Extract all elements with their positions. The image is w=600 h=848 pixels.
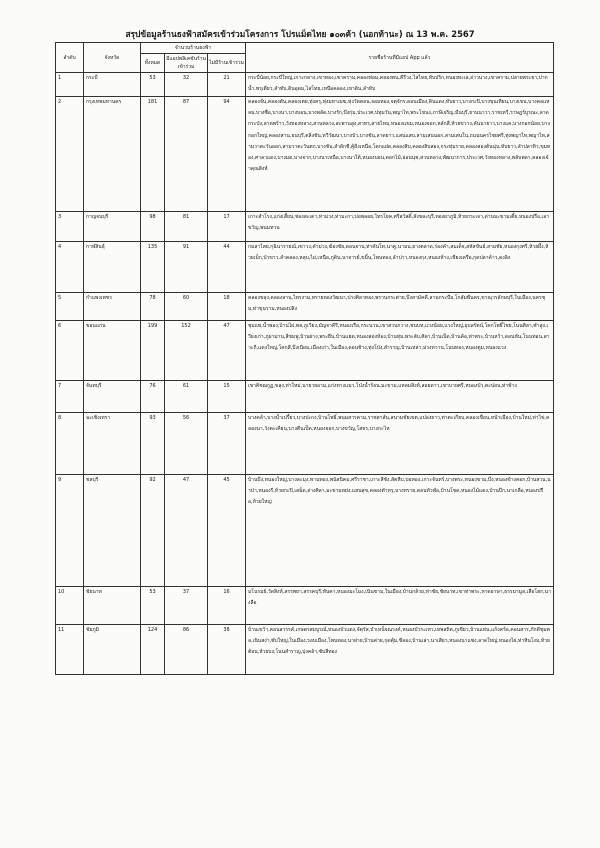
- header-row-1: [56, 43, 554, 54]
- row-province: ชัยนาท: [84, 587, 141, 625]
- store-summary-table: [55, 42, 554, 675]
- header-total: ทั้งหมด: [141, 54, 165, 73]
- table-row: [56, 475, 554, 587]
- header-province: จังหวัด: [84, 43, 141, 73]
- row-no: 9: [56, 475, 84, 587]
- row-province: กระบี่: [84, 73, 141, 97]
- row-with-app: 81: [165, 212, 208, 242]
- row-store-list: คลองขลุง,คลองลาน,ไทรงาม,ทรายทองวัฒนา,ปางศิลาทอง,พรานกระต่าย,บึงสามัคคี,ลานกระบือ,โกสัมพีนคร,ขาณุวรลักษบุรี,ในเมือง,นครชุม,ท่าขุนราม,หนองปลิง: [248, 295, 546, 313]
- row-store-list: บ้านเขว้า,คอนสวรรค์,เกษตรสมบูรณ์,หนองบัวแดง,จัตุรัส,บำเหน็จณรงค์,หนองบัวระเหว,เทพสถิต,ภูเขียว,บ้านแท่น,แก้งคร้อ,คอนสาร,ภักดีชุมพล,เนินสง่า,ซับใหญ่,ในเมือง,รอบเมือง,โพนทอง,นาฝาย,บ้านค่าย,กุดตุ้ม,ชีลอง,บ้านเล่า,นาเสียว,หนองนาแซง,ลาดใหญ่,หนองไผ่,ท่าหินโงม,ห้วยต้อน,ห้วยบง,โนนสำราญ,บุ่งคล้า,ซับสีทอง: [248, 627, 550, 656]
- row-without-app: 18: [208, 293, 246, 321]
- row-with-app: 91: [165, 242, 208, 293]
- row-with-app: 61: [165, 381, 208, 413]
- row-total: 124: [141, 625, 165, 675]
- row-no: 2: [56, 97, 84, 212]
- row-province: ขอนแก่น: [84, 321, 141, 381]
- row-store-list: เกาะสำโรง,แก่งเสี้ยน,ช่องสะเดา,ท่าม่วง,ท่ามะกา,บ่อพลอย,ไทรโยค,ศรีสวัสดิ์,สังขละบุรี,ทองผาภูมิ,ห้วยกระเจา,ด่านมะขามเตี้ย,หนองปรือ,เลาขวัญ,พนมทวน: [248, 214, 550, 232]
- row-province: ชัยภูมิ: [84, 625, 141, 675]
- row-province: จันทบุรี: [84, 381, 141, 413]
- row-no: 1: [56, 73, 84, 97]
- row-store-list: บ้านบึง,หนองใหญ่,บางละมุง,พานทอง,พนัสนิคม,ศรีราชา,เกาะสีชัง,สัตหีบ,บ่อทอง,เกาะจันทร์,บางพระ,หนองขาม,บึง,หนองข้างคอก,บ้านสวน,นาป่า,หนองรี,ห้วยกะปิ,เสม็ด,อ่างศิลา,มะขามหย่ง,แสนสุข,คลองตำหรุ,บางทราย,ดอนหัวฬ่อ,บ้านโขด,หนองไม้แดง,บ้านปึก,นาเกลือ,หนองปรือ,ห้วยใหญ่: [248, 477, 551, 506]
- row-province: ชลบุรี: [84, 475, 141, 587]
- row-without-app: 16: [208, 587, 246, 625]
- row-with-app: 47: [165, 475, 208, 587]
- row-without-app: 94: [208, 97, 246, 212]
- row-no: 7: [56, 381, 84, 413]
- row-no: 3: [56, 212, 84, 242]
- row-with-app: 87: [165, 97, 208, 212]
- row-store-list: บางคล้า,บางน้ำเปรี้ยว,บางปะกง,บ้านโพธิ์,พนมสารคาม,ราชสาส์น,สนามชัยเขต,แปลงยาว,ท่าตะเกียบ,คลองเขื่อน,หน้าเมือง,บ้านใหม่,ท่าไข่,คลองนา,วังตะเคียน,บางตีนเป็ด,หนองจอก,บางขวัญ,โสธร,บางกะไห: [248, 415, 550, 433]
- row-store-list: มโนรมย์,วัดสิงห์,สรรพยา,สรรคบุรี,หันคา,หนองมะโมง,เนินขาม,ในเมือง,บ้านกล้วย,ท่าชัย,ชัยนาท,เขาท่าพระ,หาดอาษา,ธรรมามูล,เสือโฮก,นางลือ: [248, 589, 551, 607]
- header-without-app: ไม่มีร้านเข้าร่วม: [208, 54, 246, 73]
- row-province: กรุงเทพมหานคร: [84, 97, 141, 212]
- table-row: [56, 73, 554, 97]
- row-total: 98: [141, 212, 165, 242]
- row-without-app: 44: [208, 242, 246, 293]
- row-province: ฉะเชิงเทรา: [84, 413, 141, 475]
- table-row: [56, 212, 554, 242]
- table-row: [56, 321, 554, 381]
- row-with-app: 37: [165, 587, 208, 625]
- table-row: [56, 587, 554, 625]
- row-total: 78: [141, 293, 165, 321]
- row-store-list: คลองจั่น,คลองตัน,คลองเตย,ทุ่งครุ,ทุ่งมหาเมฆ,ทุ่งวัดดอน,จอมทอง,จตุจักร,ดอนเมือง,ดินแดง,ทับยาว,บางกะปิ,บางขุนเทียน,บางเขน,บางคอแหลม,บางซื่อ,บางนา,บางบอน,บางพลัด,บางรัก,บึงกุ่ม,ประเวศ,ปทุมวัน,พญาไท,พระโขนง,ภาษีเจริญ,มีนบุรี,ยานนาวา,ราชเทวี,ราษฎร์บูรณะ,ลาดกระบัง,ลาดพร้าว,วังทองหลาง,สวนหลวง,สะพานสูง,สาทร,สายไหม,หนองแขม,หนองจอก,หลักสี่,ห้วยขวาง,คันนายาว,บางแค,บางกอกน้อย,บางกอกใหญ่,คลองสาน,ธนบุรี,ตลิ่งชัน,ทวีวัฒนา,บางบัว,บางชัน,ลาดยาว,แสนแสบ,สามเสนนอก,สามเสนใน,ถนนนครไชยศรี,ทุ่งพญาไท,พญาไท,สามวาตะวันออก,สามวาตะวันตก,บางชัน,ลำผักชี,คู้ฝั่งเหนือ,โคกแฝด,คลองสิบ,คลองสิบสอง,กระทุ่มราย,คลองสองต้นนุ่น,ทับยาว,ลำปลาทิว,ขุมทอง,ศาลาแดง,บางมด,บางจาก,บางนาเหนือ,บางนาใต้,หนองบอน,ดอกไม้,อ่อนนุช,สวนหลวง,พัฒนาการ,ประเวศ,วังทองหลาง,พลับพลา,คลองเจ้าคุณสิงห์: [248, 99, 551, 173]
- header-count-group: จำนวนร้านธงฟ้า: [141, 43, 246, 54]
- row-total: 92: [141, 475, 165, 587]
- table-row: [56, 97, 554, 212]
- row-total: 135: [141, 242, 165, 293]
- row-store-list: กมลาไสย,กุฉินารายณ์,เขาวง,คำม่วง,ฆ้องชัย,ดอนจาน,ท่าคันโท,นาคู,นามน,ยางตลาด,ร่องคำ,สมเด็จ,สหัสขันธ์,สามชัย,หนองกุงศรี,ห้วยผึ้ง,ห้วยเม็ก,บัวขาว,ลำคลอง,หลุบ,ไผ่,เหนือ,ภูดิน,นาจารย์,ขมิ้น,โพนทอง,ลำปาว,หนองกุง,หนองห้าง,เชียงเครือ,กุดปลาค้าว,ดงลิง: [248, 244, 549, 262]
- row-without-app: 45: [208, 475, 246, 587]
- row-total: 53: [141, 587, 165, 625]
- document-title: สรุปข้อมูลร้านธงฟ้าสมัครเข้าร่วมโครงการ โปรแม็ดไทย ๑๐๓ค้า (นอกท้านะ) ณ 13 พ.ค. 2567: [125, 29, 475, 39]
- row-store-list: กระบี่น้อย,กระบี่ใหญ่,เกาะกลาง,เขาทอง,เขาคราม,คลองท่อม,คลองพน,คีรีวง,ไสไทย,ทับปริก,หนองทะเล,อ่าวนาง,เขาคราม,ปลายพระยา,ปากน้ำ,พรุเตียว,ลำทับ,ดินอุดม,ไสโทย,เหนือคลอง,เขาดิน,ลำทับ: [248, 75, 548, 93]
- row-no: 5: [56, 293, 84, 321]
- row-with-app: 56: [165, 413, 208, 475]
- header-with-app: มีแอปพลิเคชันร้านเข้าร่วม: [165, 54, 208, 73]
- row-with-app: 152: [165, 321, 208, 381]
- table-row: [56, 381, 554, 413]
- row-no: 10: [56, 587, 84, 625]
- table-row: [56, 293, 554, 321]
- row-with-app: 60: [165, 293, 208, 321]
- row-total: 199: [141, 321, 165, 381]
- row-no: 11: [56, 625, 84, 675]
- row-total: 93: [141, 413, 165, 475]
- header-no: ลำดับ: [56, 43, 84, 73]
- row-total: 53: [141, 73, 165, 97]
- row-with-app: 86: [165, 625, 208, 675]
- row-without-app: 47: [208, 321, 246, 381]
- row-province: กำแพงเพชร: [84, 293, 141, 321]
- row-without-app: 37: [208, 413, 246, 475]
- row-with-app: 32: [165, 73, 208, 97]
- row-total: 181: [141, 97, 165, 212]
- table-row: [56, 625, 554, 675]
- row-no: 4: [56, 242, 84, 293]
- row-without-app: 38: [208, 625, 246, 675]
- row-without-app: 17: [208, 212, 246, 242]
- header-list: รายชื่อร้านที่มีแอป App แล้ว: [246, 43, 554, 73]
- row-store-list: เขาคิชฌกูฏ,ขลุง,ท่าใหม่,นายายอาม,แก่งหางแมว,โป่งน้ำร้อน,มะขาม,แหลมสิงห์,สอยดาว,เขาบายศรี,หนองบัว,ตะปอน,ท่าช้าง: [248, 383, 517, 389]
- table-row: [56, 242, 554, 293]
- row-without-app: 21: [208, 73, 246, 97]
- row-without-app: 15: [208, 381, 246, 413]
- row-total: 76: [141, 381, 165, 413]
- row-province: กาฬสินธุ์: [84, 242, 141, 293]
- row-store-list: ชุมแพ,น้ำพอง,บ้านไผ่,พล,ภูเวียง,มัญจาคีรี,หนองเรือ,กระนวน,เขาสวนกวาง,ชนบท,แวงน้อย,แวงใหญ่,อุบลรัตน์,โคกโพธิ์ไชย,โนนศิลา,ซำสูง,เวียงเก่า,ภูผาม่าน,สีชมพู,บ้านฝาง,พระยืน,บ้านแฮด,หนองสองห้อง,บ้านทุ่ม,พระลับ,ศิลา,บ้านเป็ด,บ้านค้อ,ท่าพระ,บ้านหว้า,ดอนหัน,โนนท่อน,สาวะถี,แดงใหญ่,โคกสี,บึงเนียม,เมืองเก่า,ในเมือง,ดอนช้าง,ทุ่งโป่ง,สำราญ,บ้านเหล่า,ม่วงหวาน,โนนทอง,หนองตูม,หนองแวง: [248, 323, 550, 352]
- row-province: กาญจนบุรี: [84, 212, 141, 242]
- row-no: 8: [56, 413, 84, 475]
- row-no: 6: [56, 321, 84, 381]
- table-row: [56, 413, 554, 475]
